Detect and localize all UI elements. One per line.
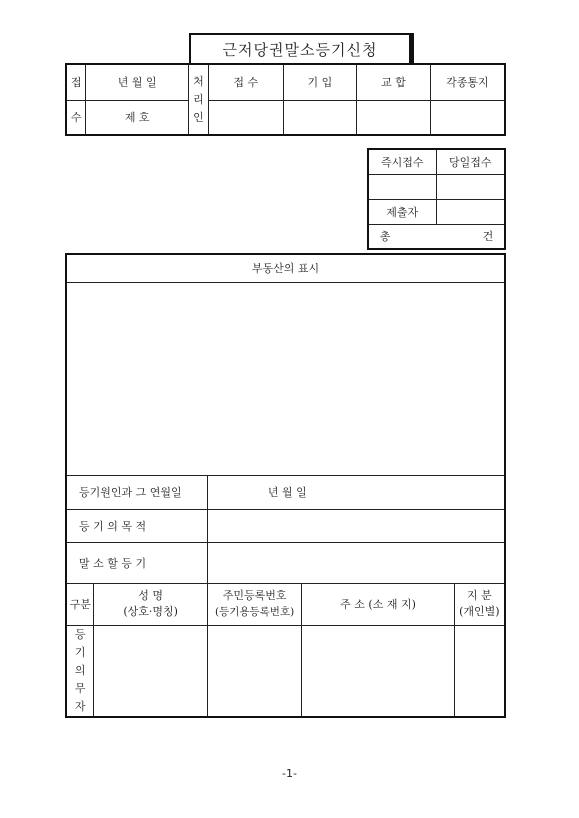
- cell-notice[interactable]: [430, 100, 505, 135]
- purpose-value[interactable]: [207, 509, 505, 542]
- document-title-text: 근저당권말소등기신청: [222, 40, 378, 59]
- col-notice: 각종통지: [430, 64, 505, 100]
- submission-table: [367, 148, 506, 250]
- submitter-label: 제출자: [368, 199, 436, 224]
- receipt-side-label-top: 접: [66, 64, 86, 100]
- handler-label-2: 리: [193, 92, 204, 106]
- immediate-receipt-label: 즉시접수: [368, 149, 436, 174]
- cell-entry[interactable]: [283, 100, 357, 135]
- immediate-receipt-cell[interactable]: [368, 174, 436, 199]
- property-description-area[interactable]: [66, 282, 505, 475]
- obligor-name-cell[interactable]: [94, 625, 207, 717]
- cell-check[interactable]: [357, 100, 431, 135]
- cause-date-value[interactable]: 년 월 일: [207, 475, 505, 509]
- col-name-1: 성 명: [138, 589, 163, 602]
- count-unit: 건: [482, 230, 494, 244]
- receipt-date[interactable]: 년 월 일: [86, 64, 188, 100]
- handler-label-1: 처: [193, 74, 204, 88]
- total-count[interactable]: [368, 224, 505, 249]
- cause-date-label: 등기원인과 그 연월일: [66, 475, 207, 509]
- document-title: [189, 33, 411, 63]
- col-id-2: (등기용등록번호): [215, 606, 295, 618]
- col-name: [94, 583, 207, 625]
- cancel-label: 말 소 할 등 기: [66, 542, 207, 583]
- col-share-1: 지 분: [466, 589, 492, 602]
- obligor-share-cell[interactable]: [454, 625, 505, 717]
- receipt-side-label-bottom: 수: [66, 100, 86, 135]
- col-entry: 기 입: [283, 64, 357, 100]
- submitter-cell[interactable]: [436, 199, 505, 224]
- receipt-number[interactable]: 제 호: [86, 100, 188, 135]
- handler-label: [188, 64, 208, 135]
- col-type: 구분: [66, 583, 94, 625]
- same-day-receipt-cell[interactable]: [436, 174, 505, 199]
- col-share: [454, 583, 505, 625]
- page-number: -1-: [282, 767, 297, 780]
- col-address: 주 소 (소 재 지): [302, 583, 454, 625]
- obligor-address-cell[interactable]: [302, 625, 454, 717]
- col-id-1: 주민등록번호: [222, 589, 287, 602]
- cancel-value[interactable]: [207, 542, 505, 583]
- obligor-char-2: 기: [74, 645, 86, 659]
- total-label: 총: [379, 230, 391, 244]
- cell-receive[interactable]: [208, 100, 283, 135]
- obligor-char-3: 의: [74, 663, 86, 677]
- col-share-2: (개인별): [459, 605, 500, 618]
- property-header: 부동산의 표시: [66, 254, 505, 282]
- obligor-char-5: 자: [74, 699, 86, 713]
- handler-label-3: 인: [193, 110, 204, 124]
- purpose-label: 등 기 의 목 적: [66, 509, 207, 542]
- col-check: 교 합: [357, 64, 431, 100]
- col-receive: 접 수: [208, 64, 283, 100]
- col-id: [207, 583, 302, 625]
- col-name-2: (상호·명칭): [123, 605, 178, 618]
- obligor-label: [66, 625, 94, 717]
- obligor-id-cell[interactable]: [207, 625, 302, 717]
- property-table: [65, 253, 506, 718]
- receipt-table: [65, 63, 506, 136]
- same-day-receipt-label: 당일접수: [436, 149, 505, 174]
- obligor-char-4: 무: [74, 681, 86, 695]
- obligor-char-1: 등: [74, 627, 86, 641]
